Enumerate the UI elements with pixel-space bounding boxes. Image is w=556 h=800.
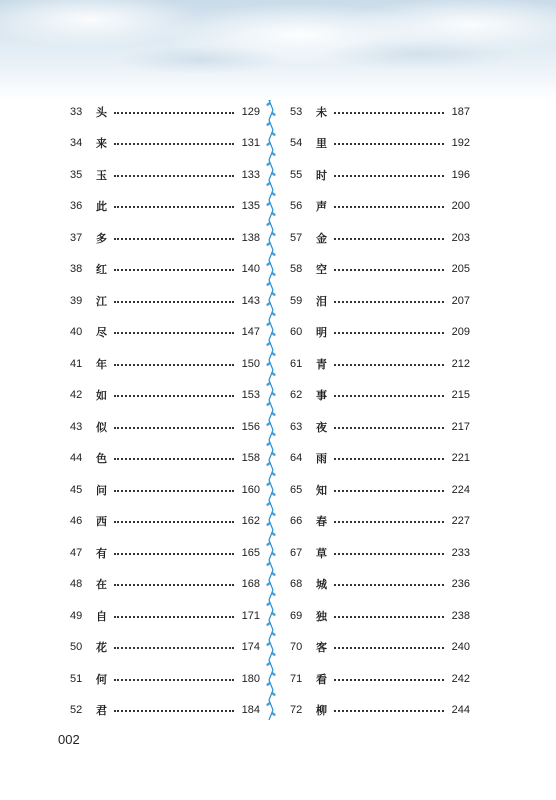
- toc-entry[interactable]: [290, 317, 470, 349]
- dot-leader: [334, 647, 444, 649]
- dot-leader: [114, 553, 234, 555]
- entry-number: 43: [70, 420, 83, 433]
- entry-character: 色: [96, 452, 107, 466]
- entry-character: 看: [316, 672, 327, 686]
- toc-entry[interactable]: [70, 191, 260, 223]
- entry-number: 61: [290, 357, 303, 370]
- entry-number: 53: [290, 105, 303, 118]
- entry-character: 问: [96, 483, 107, 497]
- entry-character: 君: [96, 704, 107, 718]
- dot-leader: [114, 710, 234, 712]
- toc-entry[interactable]: [290, 348, 470, 380]
- entry-page-number: 156: [241, 420, 260, 433]
- entry-page-number: 224: [451, 483, 470, 496]
- entry-number: 37: [70, 231, 83, 244]
- entry-character: 来: [96, 137, 107, 151]
- entry-character: 夜: [316, 420, 327, 434]
- toc-entry[interactable]: [70, 159, 260, 191]
- toc-entry[interactable]: [70, 285, 260, 317]
- entry-number: 62: [290, 389, 303, 402]
- entry-character: 西: [96, 515, 107, 529]
- toc-entry[interactable]: [70, 380, 260, 412]
- entry-character: 自: [96, 609, 107, 623]
- entry-page-number: 242: [451, 672, 470, 685]
- toc-entry[interactable]: [70, 348, 260, 380]
- toc-entry[interactable]: [70, 663, 260, 695]
- toc-entry[interactable]: [290, 380, 470, 412]
- toc-entry[interactable]: [290, 569, 470, 601]
- entry-number: 42: [70, 389, 83, 402]
- entry-page-number: 150: [241, 357, 260, 370]
- entry-page-number: 171: [241, 609, 260, 622]
- entry-number: 66: [290, 515, 303, 528]
- entry-character: 青: [316, 357, 327, 371]
- toc-entry[interactable]: [290, 285, 470, 317]
- entry-page-number: 238: [451, 609, 470, 622]
- toc-entry[interactable]: [70, 506, 260, 538]
- entry-page-number: 192: [451, 137, 470, 150]
- floral-vine-divider-icon: [266, 100, 276, 720]
- entry-character: 此: [96, 200, 107, 214]
- entry-number: 33: [70, 105, 83, 118]
- entry-number: 60: [290, 326, 303, 339]
- toc-entry[interactable]: [290, 537, 470, 569]
- toc-entry[interactable]: [70, 222, 260, 254]
- entry-page-number: 187: [451, 105, 470, 118]
- entry-page-number: 240: [451, 641, 470, 654]
- entry-number: 58: [290, 263, 303, 276]
- toc-entry[interactable]: [290, 663, 470, 695]
- dot-leader: [114, 647, 234, 649]
- toc-entry[interactable]: [70, 96, 260, 128]
- dot-leader: [334, 332, 444, 334]
- entry-character: 春: [316, 515, 327, 529]
- entry-page-number: 184: [241, 704, 260, 717]
- entry-page-number: 203: [451, 231, 470, 244]
- toc-entry[interactable]: [290, 254, 470, 286]
- entry-number: 38: [70, 263, 83, 276]
- sky-header-background: [0, 0, 556, 100]
- entry-character: 年: [96, 357, 107, 371]
- entry-character: 似: [96, 420, 107, 434]
- entry-number: 52: [70, 704, 83, 717]
- entry-character: 城: [316, 578, 327, 592]
- dot-leader: [334, 364, 444, 366]
- dot-leader: [334, 301, 444, 303]
- entry-page-number: 143: [241, 294, 260, 307]
- dot-leader: [114, 238, 234, 240]
- entry-page-number: 140: [241, 263, 260, 276]
- entry-page-number: 212: [451, 357, 470, 370]
- dot-leader: [114, 521, 234, 523]
- entry-number: 65: [290, 483, 303, 496]
- dot-leader: [334, 458, 444, 460]
- toc-entry[interactable]: [70, 632, 260, 664]
- entry-number: 67: [290, 546, 303, 559]
- dot-leader: [114, 143, 234, 145]
- dot-leader: [334, 143, 444, 145]
- entry-character: 金: [316, 231, 327, 245]
- dot-leader: [114, 301, 234, 303]
- entry-page-number: 205: [451, 263, 470, 276]
- toc-entry[interactable]: [70, 695, 260, 727]
- entry-number: 51: [70, 672, 83, 685]
- entry-character: 泪: [316, 294, 327, 308]
- entry-number: 55: [290, 168, 303, 181]
- entry-character: 如: [96, 389, 107, 403]
- entry-number: 35: [70, 168, 83, 181]
- entry-number: 46: [70, 515, 83, 528]
- entry-number: 64: [290, 452, 303, 465]
- dot-leader: [114, 112, 234, 114]
- toc-entry[interactable]: [290, 474, 470, 506]
- entry-character: 红: [96, 263, 107, 277]
- entry-number: 34: [70, 137, 83, 150]
- entry-character: 头: [96, 105, 107, 119]
- toc-entry[interactable]: [290, 506, 470, 538]
- dot-leader: [334, 490, 444, 492]
- entry-character: 声: [316, 200, 327, 214]
- entry-character: 明: [316, 326, 327, 340]
- dot-leader: [114, 490, 234, 492]
- toc-entry[interactable]: [290, 222, 470, 254]
- entry-page-number: 147: [241, 326, 260, 339]
- toc-entry[interactable]: [70, 537, 260, 569]
- toc-entry[interactable]: [70, 600, 260, 632]
- entry-page-number: 196: [451, 168, 470, 181]
- entry-character: 多: [96, 231, 107, 245]
- entry-page-number: 138: [241, 231, 260, 244]
- entry-character: 客: [316, 641, 327, 655]
- dot-leader: [334, 269, 444, 271]
- entry-page-number: 221: [451, 452, 470, 465]
- entry-number: 40: [70, 326, 83, 339]
- toc-entry[interactable]: [290, 128, 470, 160]
- toc-entry[interactable]: [290, 96, 470, 128]
- entry-number: 48: [70, 578, 83, 591]
- entry-character: 未: [316, 105, 327, 119]
- entry-page-number: 244: [451, 704, 470, 717]
- entry-character: 时: [316, 168, 327, 182]
- entry-page-number: 135: [241, 200, 260, 213]
- entry-page-number: 209: [451, 326, 470, 339]
- dot-leader: [334, 553, 444, 555]
- dot-leader: [334, 679, 444, 681]
- dot-leader: [114, 427, 234, 429]
- entry-character: 柳: [316, 704, 327, 718]
- entry-number: 54: [290, 137, 303, 150]
- dot-leader: [334, 238, 444, 240]
- entry-page-number: 227: [451, 515, 470, 528]
- entry-number: 45: [70, 483, 83, 496]
- entry-page-number: 129: [241, 105, 260, 118]
- entry-page-number: 236: [451, 578, 470, 591]
- dot-leader: [114, 332, 234, 334]
- toc-entry[interactable]: [70, 317, 260, 349]
- dot-leader: [334, 710, 444, 712]
- toc-entry[interactable]: [290, 159, 470, 191]
- entry-number: 70: [290, 641, 303, 654]
- toc-entry[interactable]: [290, 191, 470, 223]
- entry-character: 里: [316, 137, 327, 151]
- entry-number: 50: [70, 641, 83, 654]
- entry-number: 41: [70, 357, 83, 370]
- entry-number: 39: [70, 294, 83, 307]
- toc-entry[interactable]: [70, 443, 260, 475]
- entry-character: 何: [96, 672, 107, 686]
- entry-page-number: 168: [241, 578, 260, 591]
- toc-entry[interactable]: [70, 128, 260, 160]
- toc-entry[interactable]: [70, 254, 260, 286]
- dot-leader: [334, 206, 444, 208]
- entry-number: 68: [290, 578, 303, 591]
- entry-page-number: 217: [451, 420, 470, 433]
- entry-number: 56: [290, 200, 303, 213]
- dot-leader: [114, 395, 234, 397]
- entry-number: 36: [70, 200, 83, 213]
- entry-character: 雨: [316, 452, 327, 466]
- entry-page-number: 180: [241, 672, 260, 685]
- entry-page-number: 165: [241, 546, 260, 559]
- entry-number: 57: [290, 231, 303, 244]
- entry-page-number: 200: [451, 200, 470, 213]
- dot-leader: [114, 175, 234, 177]
- entry-number: 71: [290, 672, 303, 685]
- entry-number: 72: [290, 704, 303, 717]
- toc-right-column: [290, 96, 470, 726]
- dot-leader: [114, 458, 234, 460]
- entry-number: 44: [70, 452, 83, 465]
- entry-number: 69: [290, 609, 303, 622]
- entry-character: 空: [316, 263, 327, 277]
- entry-number: 49: [70, 609, 83, 622]
- entry-number: 47: [70, 546, 83, 559]
- entry-page-number: 133: [241, 168, 260, 181]
- dot-leader: [114, 269, 234, 271]
- toc-entry[interactable]: [290, 443, 470, 475]
- toc-left-column: [70, 96, 260, 726]
- entry-page-number: 215: [451, 389, 470, 402]
- dot-leader: [114, 584, 234, 586]
- entry-page-number: 207: [451, 294, 470, 307]
- entry-page-number: 153: [241, 389, 260, 402]
- toc-entry[interactable]: [70, 569, 260, 601]
- dot-leader: [334, 395, 444, 397]
- dot-leader: [334, 616, 444, 618]
- entry-character: 江: [96, 294, 107, 308]
- entry-page-number: 160: [241, 483, 260, 496]
- toc-entry[interactable]: [290, 600, 470, 632]
- entry-character: 尽: [96, 326, 107, 340]
- dot-leader: [334, 584, 444, 586]
- entry-character: 有: [96, 546, 107, 560]
- toc-entry[interactable]: [290, 411, 470, 443]
- entry-page-number: 174: [241, 641, 260, 654]
- dot-leader: [114, 616, 234, 618]
- dot-leader: [114, 206, 234, 208]
- entry-character: 草: [316, 546, 327, 560]
- dot-leader: [334, 427, 444, 429]
- entry-character: 知: [316, 483, 327, 497]
- entry-character: 玉: [96, 168, 107, 182]
- entry-character: 花: [96, 641, 107, 655]
- dot-leader: [114, 679, 234, 681]
- entry-page-number: 233: [451, 546, 470, 559]
- entry-character: 事: [316, 389, 327, 403]
- entry-character: 在: [96, 578, 107, 592]
- entry-number: 59: [290, 294, 303, 307]
- toc-entry[interactable]: [290, 632, 470, 664]
- dot-leader: [334, 521, 444, 523]
- page-number: 002: [58, 732, 80, 747]
- dot-leader: [334, 112, 444, 114]
- entry-page-number: 131: [241, 137, 260, 150]
- entry-character: 独: [316, 609, 327, 623]
- entry-page-number: 158: [241, 452, 260, 465]
- entry-number: 63: [290, 420, 303, 433]
- toc-entry[interactable]: [290, 695, 470, 727]
- toc-entry[interactable]: [70, 411, 260, 443]
- dot-leader: [334, 175, 444, 177]
- dot-leader: [114, 364, 234, 366]
- toc-entry[interactable]: [70, 474, 260, 506]
- entry-page-number: 162: [241, 515, 260, 528]
